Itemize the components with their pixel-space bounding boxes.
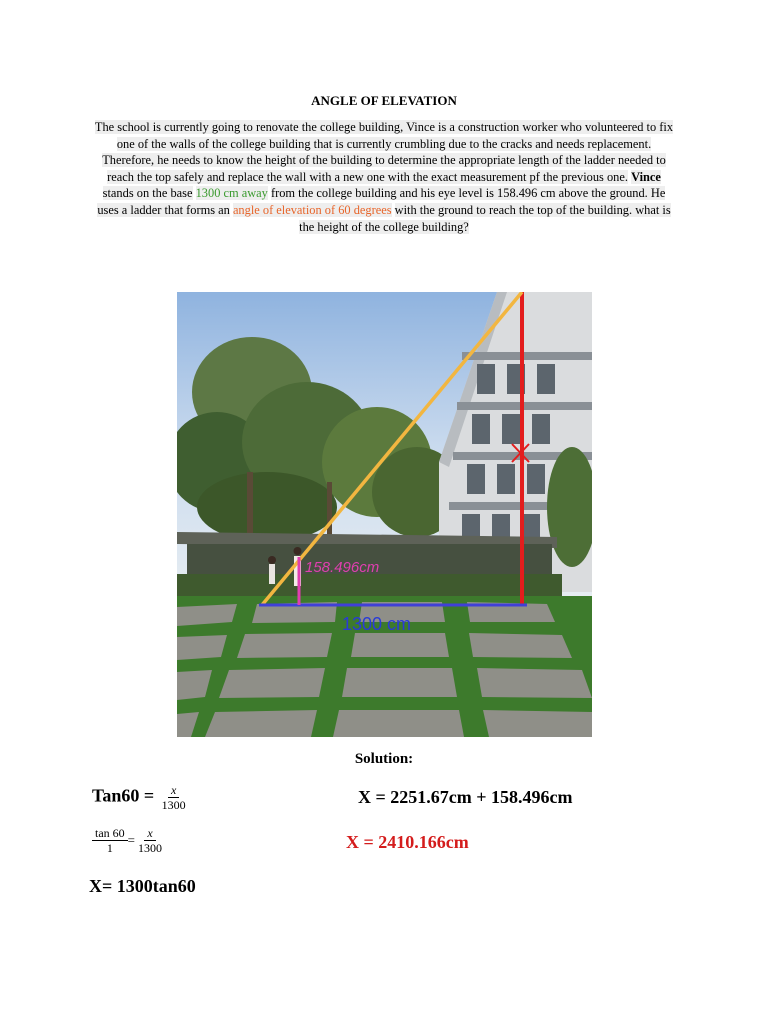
problem-statement (92, 119, 676, 235)
problem-name-vince: Vince (631, 169, 661, 184)
equals-sign: = (127, 832, 136, 848)
document-title: ANGLE OF ELEVATION (311, 93, 457, 108)
equation-tan60-left: Tan60 = (92, 785, 155, 806)
problem-angle: angle of elevation of 60 degrees (232, 202, 392, 217)
base-distance-label: 1300 cm (342, 614, 412, 634)
fraction-denominator: 1300 (138, 841, 163, 855)
equation-x-1300tan60: X= 1300tan60 (89, 876, 196, 896)
final-result: X = 2410.166cm (346, 832, 469, 852)
fraction-denominator: 1 (106, 841, 113, 855)
problem-text-part4: with the ground to reach the top of the building. what is the height of the college building? (299, 202, 671, 234)
equation-tan60 (92, 783, 189, 812)
fraction-x-over-1300-2 (135, 826, 165, 855)
building-photo (177, 292, 592, 737)
fraction-numerator: tan 60 (92, 826, 128, 841)
building-photo-illustration (177, 292, 592, 737)
fraction-numerator: x (144, 826, 155, 841)
equation-sum: X = 2251.67cm + 158.496cm (358, 787, 573, 807)
fraction-denominator: 1300 (161, 798, 186, 812)
fraction-tan60-over-1 (92, 826, 128, 855)
problem-text-part3: from the college building and his eye level is 158.496 cm above the ground. He uses a ladder that forms an (97, 186, 666, 217)
solution-heading: Solution: (354, 751, 414, 767)
eye-level-label: 158.496cm (305, 559, 380, 576)
fraction-numerator: x (168, 783, 179, 798)
problem-distance: 1300 cm away (195, 186, 268, 201)
problem-text-part2: stands on the base (102, 186, 193, 201)
equation-ratio (92, 826, 165, 855)
fraction-x-over-1300 (159, 783, 189, 812)
problem-text-part1: The school is currently going to renovate the college building, Vince is a construction worker who volunteered to fix one of the walls of the college building that is currently crumbling due to the cracks and needs replacement. Therefore, he needs to know the height of the building to determine the appropriate length of the ladder needed to reach the top safely and replace the wall with a new one with the exact measurement pf the previous one. (94, 120, 674, 184)
